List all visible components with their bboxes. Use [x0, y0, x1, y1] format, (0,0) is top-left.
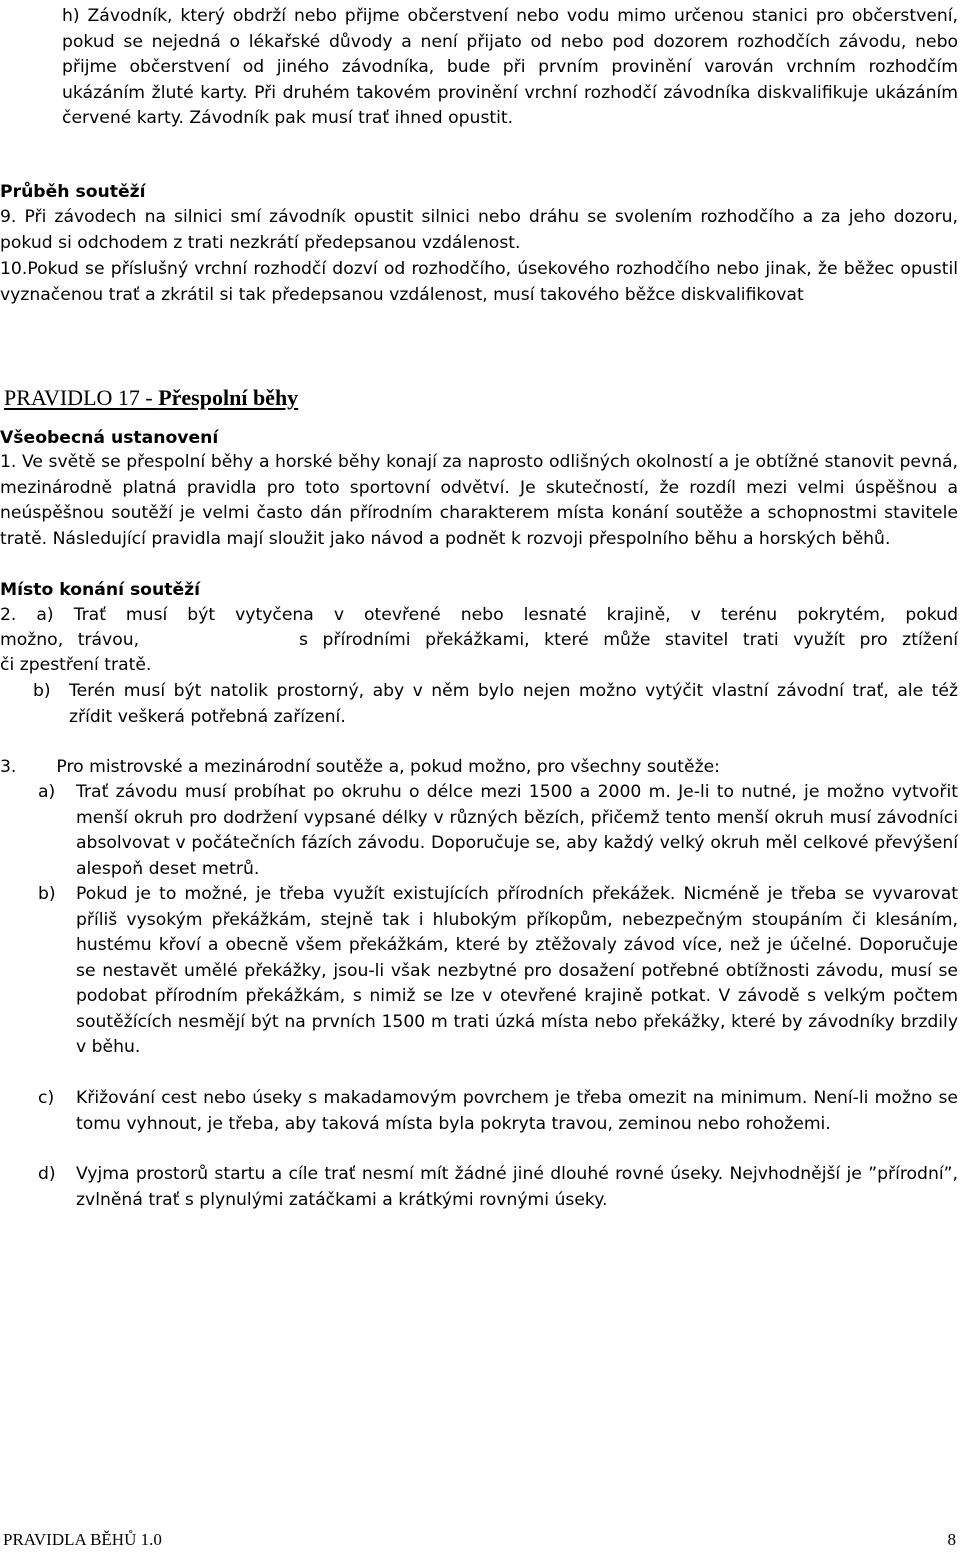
paragraph-3d-text: Vyjma prostorů startu a cíle trať nesmí mít žádné jiné dlouhé rovné úseky. Nejvhodnější je ”přírodní”, zvlněná trať s plynulými zatáčkami a krátkými rovnými úseky.	[76, 1164, 958, 1210]
rule-title-name: Přespolní běhy	[158, 385, 299, 410]
paragraph-h-text: h) Závodník, který obdrží nebo přijme občerstvení nebo vodu mimo určenou stanici pro občerstvení, pokud se nejedná o lékařské důvody a není přijato od nebo pod dozorem rozhodčích závodu, nebo přijme občerstvení od jiného závodníka, bude při prvním provinění varován vrchním rozhodčím ukázáním žluté karty. Při druhém takovém provinění vrchní rozhodčí závodníka diskvalifikuje ukázáním červené karty. Závodník pak musí trať ihned opustit.	[62, 6, 958, 128]
paragraph-3a	[38, 780, 958, 882]
paragraph-3-intro	[0, 755, 958, 781]
paragraph-2a-line3: či zpestření tratě.	[0, 655, 152, 675]
paragraph-2a-line1: 2. a) Trať musí být vytyčena v otevřené nebo lesnaté krajině, v terénu pokrytém, pokud	[0, 605, 958, 625]
paragraph-3d	[38, 1162, 958, 1213]
heading-prubeh-soutezi: Průběh soutěží	[0, 182, 146, 202]
paragraph-2b-marker: b)	[33, 681, 51, 701]
paragraph-3c	[38, 1086, 958, 1137]
paragraph-3-number: 3.	[0, 757, 17, 777]
paragraph-3b	[38, 882, 958, 1061]
rule-title-prefix: PRAVIDLO 17 -	[4, 385, 159, 410]
paragraph-h	[62, 4, 958, 132]
paragraph-3c-marker: c)	[38, 1088, 55, 1108]
heading-vseobecna-ustanoveni: Všeobecná ustanovení	[0, 428, 219, 448]
paragraph-2b-text: Terén musí být natolik prostorný, aby v něm bylo nejen možno vytýčit vlastní závodní trať, ale též zřídit veškerá potřebná zařízení.	[69, 681, 958, 727]
paragraph-3d-marker: d)	[38, 1164, 56, 1184]
footer-document-name: PRAVIDLA BĚHŮ 1.0	[3, 1530, 162, 1549]
paragraph-3c-text: Křižování cest nebo úseky s makadamovým povrchem je třeba omezit na minimum. Není-li možno se tomu vyhnout, je třeba, aby taková místa byla pokryta travou, zeminou nebo rohožemi.	[76, 1088, 958, 1134]
paragraph-3a-marker: a)	[38, 782, 56, 802]
rule-title	[4, 385, 298, 411]
paragraph-1	[0, 450, 958, 552]
footer-page-number: 8	[947, 1530, 956, 1549]
paragraph-10	[0, 257, 958, 308]
paragraph-10-text: 10.Pokud se příslušný vrchní rozhodčí dozví od rozhodčího, úsekového rozhodčího nebo jinak, že běžec opustil vyznačenou trať a zkrátil si tak předepsanou vzdálenost, musí takového běžce diskvalifikovat	[0, 259, 958, 305]
paragraph-9-text: 9. Při závodech na silnici smí závodník opustit silnici nebo dráhu se svolením rozhodčího a za jeho dozoru, pokud si odchodem z trati nezkrátí předepsanou vzdálenost.	[0, 207, 958, 253]
paragraph-2b	[33, 679, 958, 730]
paragraph-1-text: 1. Ve světě se přespolní běhy a horské běhy konají za naprosto odlišných okolností a je obtížné stanovit pevná, mezinárodně platná pravidla pro toto sportovní odvětví. Je skutečností, že rozdíl mezi velmi úspěšnou a neúspěšnou soutěží je velmi často dán přírodním charakterem místa konání soutěže a schopnostmi stavitele tratě. Následující pravidla mají sloužit jako návod a podnět k rozvoji přespolního běhu a horských běhů.	[0, 452, 958, 549]
paragraph-3-text: Pro mistrovské a mezinárodní soutěže a, pokud možno, pro všechny soutěže:	[56, 757, 720, 777]
paragraph-2a-line2: možno, trávou, s přírodními překážkami, které může stavitel trati využít pro ztížení	[0, 630, 958, 650]
paragraph-3a-text: Trať závodu musí probíhat po okruhu o délce mezi 1500 a 2000 m. Je-li to nutné, je možno vytvořit menší okruh pro dodržení vypsané délky v různých bězích, přičemž tento menší okruh musí závodníci absolvovat v počátečních fázích závodu. Doporučuje se, aby každý velký okruh měl celkové převýšení alespoň deset metrů.	[76, 782, 958, 879]
paragraph-3b-marker: b)	[38, 884, 56, 904]
heading-misto-konani: Místo konání soutěží	[0, 580, 200, 600]
paragraph-9	[0, 205, 958, 256]
paragraph-3b-text: Pokud je to možné, je třeba využít existujících přírodních překážek. Nicméně je třeba se vyvarovat příliš vysokým překážkám, stejně tak i hlubokým příkopům, nebezpečným stoupáním či klesáním, hustému křoví a obecně všem překážkám, které by ztěžovaly závod více, než je účelné. Doporučuje se nestavět umělé překážky, jsou-li však nezbytné pro dosažení potřebné obtížnosti závodu, musí se podobat přírodním překážkám, s nimiž se lze v otevřené krajině potkat. V závodě s velkým počtem soutěžících nesmějí být na prvních 1500 m trati úzká místa nebo překážky, které by závodníky brzdily v běhu.	[76, 884, 958, 1057]
